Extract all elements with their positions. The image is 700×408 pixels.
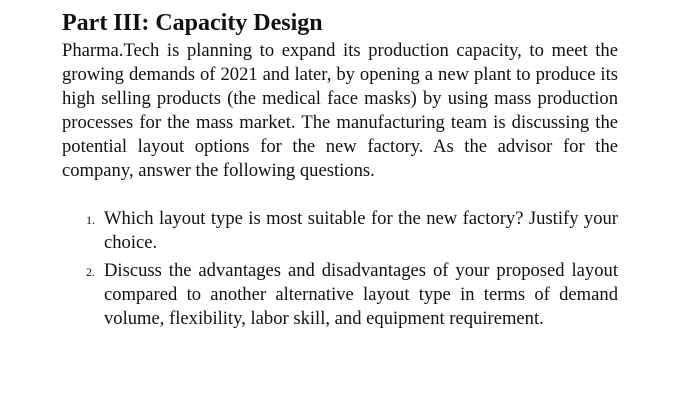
section-heading: Part III: Capacity Design: [62, 10, 323, 36]
question-number: 2.: [86, 264, 95, 279]
document-body: [62, 8, 618, 335]
question-list: [62, 207, 618, 331]
question-item: [86, 207, 618, 255]
question-item: [86, 259, 618, 331]
question-number: 1.: [86, 212, 95, 227]
question-text: Discuss the advantages and disadvantages of your proposed layout compared to another alternative layout type in terms of demand volume, flexibility, labor skill, and equipment requirement.: [104, 259, 618, 329]
question-text: Which layout type is most suitable for the new factory? Justify your choice.: [104, 207, 618, 253]
intro-paragraph: Pharma.Tech is planning to expand its production capacity, to meet the growing demands of 2021 and later, by opening a new plant to produce its high selling products (the medical face masks) by using mass production processes for the mass market. The manufacturing team is discussing the potential layout options for the new factory. As the advisor for the company, answer the following questions.: [62, 40, 618, 182]
